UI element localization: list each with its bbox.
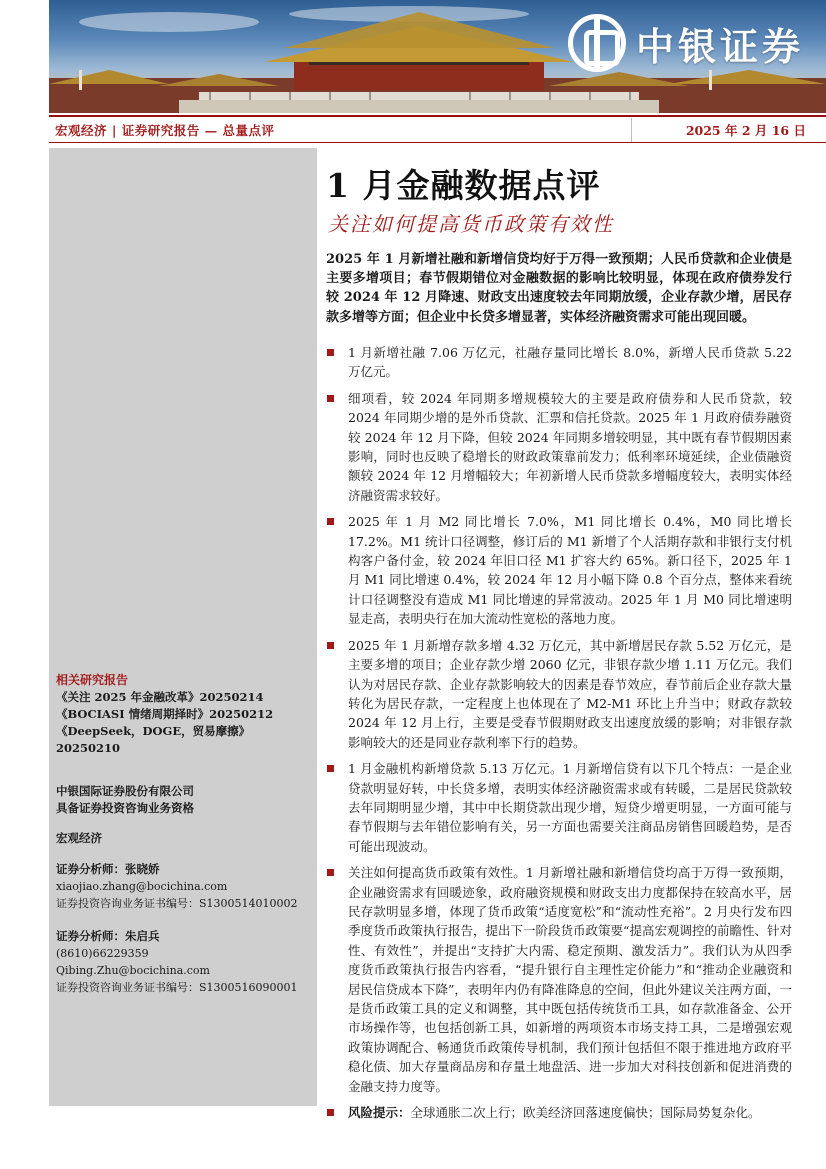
key-point-text: 关注如何提高货币政策有效性。1 月新增社融和新增信贷均高于万得一致预期，企业融资需求有回暖迹象，政府融资规模和财政支出力度都保持在较高水平，居民存款明显多增，体现了货币政策“适度宽松”和“流动性充裕”。2 月央行发布四季度货币政策执行报告，提出下一阶段货币政策要“提高宏观调控的前瞻性、针对性、有效性”，并提出“支持扩大内需、稳定预期、激发活力”。我们认为从四季度货币政策执行报告内容看，“提升银行自主理性定价能力”和“推动企业融资和居民信贷成本下降”，表明年内仍有降准降息的空间，但此外建议关注两方面，一是货币政策工具的定义和调整，其中既包括传统货币工具，如存款准备金、公开市场操作等，也包括创新工具，如新增的两项资本市场支持工具，二是增强宏观政策协调配合、畅通货币政策传导机制，我们预计包括但不限于推进地方政府平稳化债、加大存量商品房和存量土地盘活、进一步加大对科技创新和促进消费的金融支持力度等。 — [348, 865, 792, 1094]
related-report-3[interactable]: 《DeepSeek，DOGE，贸易摩擦》20250210 — [56, 724, 251, 755]
analyst-1-license: 证券投资咨询业务证书编号：S1300514010002 — [56, 897, 298, 910]
header-bottom-rule — [49, 142, 826, 143]
analyst-2-email[interactable]: Qibing.Zhu@bocichina.com — [56, 964, 210, 977]
header-banner — [49, 0, 826, 113]
risk-warning — [326, 1103, 792, 1122]
key-point-text: 1 月金融机构新增贷款 5.13 万亿元。1 月新增信贷有以下几个特点：一是企业贷款明显好转，中长贷多增，表明实体经济融资需求或有转暖，二是居民贷款较去年同期明显少增，其中中长期贷款出现少增，短贷少增更明显，一方面可能与春节假期与去年错位影响有关，另一方面也需要关注商品房销售回暖趋势，是否可能出现波动。 — [348, 761, 792, 854]
analyst-1-email[interactable]: xiaojiao.zhang@bocichina.com — [56, 880, 228, 893]
report-header-bar — [49, 118, 826, 142]
company-qualification: 具备证券投资咨询业务资格 — [56, 801, 194, 815]
header-divider — [631, 118, 632, 142]
bullet-square-icon — [327, 765, 334, 772]
key-point — [326, 389, 792, 505]
bullet-square-icon — [327, 869, 334, 876]
bullet-square-icon — [327, 349, 334, 356]
key-point — [326, 343, 792, 382]
sector-label: 宏观经济 — [56, 831, 102, 845]
boc-logo-icon — [568, 14, 626, 72]
key-point — [326, 636, 792, 752]
key-point — [326, 512, 792, 628]
key-point-text: 2025 年 1 月 M2 同比增长 7.0%，M1 同比增长 0.4%，M0 同比增长 17.2%。M1 统计口径调整，修订后的 M1 新增了个人活期存款和非银行支付机构客户备付金，较 2024 年旧口径 M1 扩容大约 65%。新口径下，2025 年 1 月 M1 同比增速 0.4%，较 2024 年 12 月小幅下降 0.8 个百分点，整体来看统计口径调整没有造成 M1 同比增速的异常波动。2025 年 1 月 M0 同比增速明显走高，表明央行在加大流动性宽松的落地力度。 — [348, 514, 792, 627]
key-point — [326, 759, 792, 856]
header-top-rule — [49, 115, 826, 117]
related-report-1[interactable]: 《关注 2025 年金融改革》20250214 — [56, 690, 264, 704]
company-name: 中银国际证券股份有限公司 — [56, 784, 194, 798]
report-date: 2025 年 2 月 16 日 — [685, 123, 806, 138]
brand-name: 中银证券 — [635, 24, 804, 69]
key-point-text: 2025 年 1 月新增存款多增 4.32 万亿元，其中新增居民存款 5.52 万亿元，是主要多增的项目；企业存款少增 2060 亿元，非银存款少增 1.11 万亿元。我们认为对居民存款、企业存款影响较大的因素是春节效应，春节前后企业存款大量转化为居民存款，一定程度上也体现在了 M2-M1 环比上升当中；财政存款较 2024 年 12 月上行，主要是受春节假期财政支出速度放缓的影响；对非银存款影响较大的还是同业存款利率下行的趋势。 — [348, 637, 792, 750]
key-point — [326, 863, 792, 1096]
related-report-2[interactable]: 《BOCIASI 情绪周期择时》20250212 — [56, 707, 274, 721]
report-category: 宏观经济 | 证券研究报告 — 总量点评 — [55, 123, 275, 138]
key-point-text: 细项看，较 2024 年同期多增规模较大的主要是政府债券和人民币贷款，较 2024 年同期少增的是外币贷款、汇票和信托贷款。2025 年 1 月政府债券融资较 2024 年 12 月下降，但较 2024 年同期多增较明显，其中既有春节假期因素影响，同时也反映了稳增长的财政政策靠前发力；低利率环境延续，企业债融资额较 2024 年 12 月增幅较大；年初新增人民币贷款多增幅度较大，表明实体经济融资需求较好。 — [348, 390, 792, 503]
risk-text: 全球通胀二次上行；欧美经济回落速度偏快；国际局势复杂化。 — [410, 1105, 761, 1121]
key-points-list — [326, 343, 792, 1129]
key-point-text: 1 月新增社融 7.06 万亿元，社融存量同比增长 8.0%，新增人民币贷款 5.22 万亿元。 — [348, 345, 792, 380]
report-summary: 2025 年 1 月新增社融和新增信贷均好于万得一致预期；人民币贷款和企业债是主要多增项目；春节假期错位对金融数据的影响比较明显，体现在政府债券发行较 2024 年 12 月降速、财政支出速度较去年同期放缓，企业存款少增，居民存款多增等方面；但企业中长贷多增显著，实体经济融资需求可能出现回暖。 — [326, 252, 792, 325]
report-title: 1 月金融数据点评 — [326, 166, 601, 205]
report-subtitle: 关注如何提高货币政策有效性 — [328, 212, 614, 236]
bullet-square-icon — [327, 642, 334, 649]
bullet-square-icon — [327, 395, 334, 402]
risk-label: 风险提示： — [348, 1105, 411, 1121]
bullet-square-icon — [327, 518, 334, 525]
bullet-square-icon — [327, 1109, 334, 1116]
analyst-1-title: 证券分析师：张晓娇 — [56, 862, 160, 876]
analyst-2-license: 证券投资咨询业务证书编号：S1300516090001 — [56, 981, 298, 994]
related-reports-heading: 相关研究报告 — [56, 673, 129, 687]
analyst-2-title: 证券分析师：朱启兵 — [56, 929, 160, 943]
sidebar-info — [56, 672, 312, 996]
brand-logo — [568, 14, 804, 72]
analyst-2-phone: (8610)66229359 — [56, 947, 149, 960]
